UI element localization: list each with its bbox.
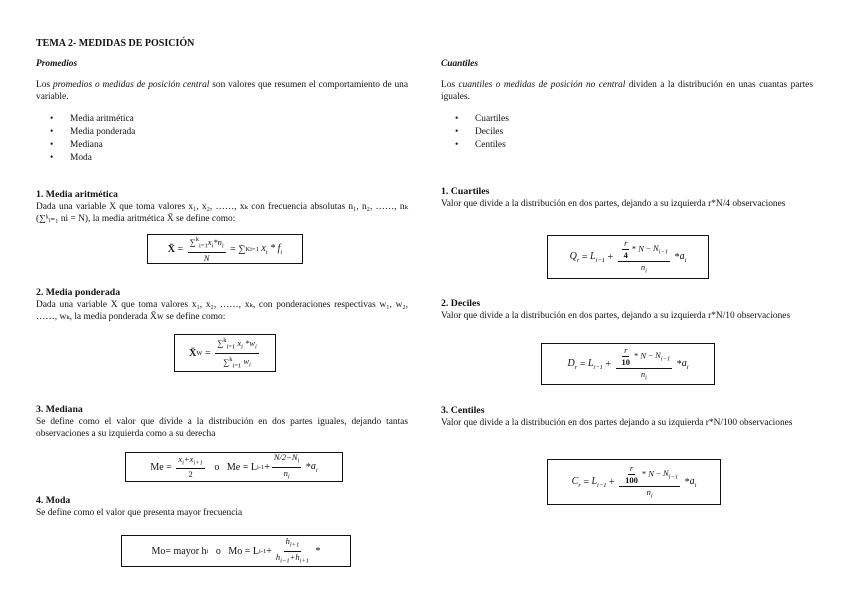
formula-moda: Mo= mayor h i o Mo = L i-1 + $\frac{h_{i+1}}{h_{i-1}+h_{i+1}}$ * bbox=[121, 535, 351, 567]
section-title-cuantiles: Cuantiles bbox=[441, 59, 478, 69]
heading-media-ponderada: 2. Media ponderada bbox=[36, 287, 121, 298]
promedios-list bbox=[36, 113, 135, 165]
list-item: • Cuartiles bbox=[441, 113, 509, 126]
formula-centiles: $C_r$ = $L_{i-1}$ + $\frac{r}{100}$ * $N - N_{i-1}$ $n_i$ * $a_i$ bbox=[547, 459, 721, 505]
formula-media-ponderada: X̄ W = $\frac{\sum^k_{i=1} x_i *w_i}{\sum^k_{i=1} w_i}$ bbox=[174, 334, 276, 372]
cuantiles-list bbox=[441, 113, 509, 152]
promedios-intro: Los promedios o medidas de posición central son valores que resumen el comportamiento de una variable. bbox=[36, 80, 409, 102]
list-item: • Centiles bbox=[441, 139, 509, 152]
formula-media-aritmetica: X̄ = $\frac{\sum^k_{i=1}x_i*n_i}{N}$ = ∑ K i=1 $x_i * f_i$ bbox=[147, 234, 303, 264]
heading-cuartiles: 1. Cuartiles bbox=[441, 186, 490, 197]
list-item: • Media ponderada bbox=[36, 126, 135, 139]
moda-text: Se define como el valor que presenta mayor frecuencia bbox=[36, 508, 243, 518]
heading-media-aritmetica: 1. Media aritmética bbox=[36, 189, 118, 200]
deciles-text: Valor que divide a la distribución en dos partes, dejando a su izquierda r*N/10 observaciones bbox=[441, 311, 791, 321]
list-item: • Deciles bbox=[441, 126, 509, 139]
list-item: • Media aritmética bbox=[36, 113, 135, 126]
heading-centiles: 3. Centiles bbox=[441, 405, 485, 416]
heading-deciles: 2. Deciles bbox=[441, 298, 481, 309]
centiles-text: Valor que divide a la distribución en dos partes dejando a su izquierda r*N/100 observaciones bbox=[441, 418, 793, 428]
media-aritmetica-text: Dada una variable X que toma valores x₁, x₂, ……, xₖ con frecuencia absolutas n₁, n₂, ……, nₖ (∑ᵏᵢ₌₁ ni = N), la media aritmética X̄ se define como: bbox=[36, 202, 408, 224]
heading-moda: 4. Moda bbox=[36, 495, 71, 506]
media-ponderada-text: Dada una variable X que toma valores x₁, x₂, ……, xₖ, con ponderaciones respectivas w₁, w₂, ……, wₖ, la media ponderada X̄w se define como: bbox=[36, 300, 408, 322]
list-item: • Mediana bbox=[36, 139, 135, 152]
page-title: TEMA 2- MEDIDAS DE POSICIÓN bbox=[36, 38, 195, 49]
list-item: • Moda bbox=[36, 152, 135, 165]
cuartiles-text: Valor que divide a la distribución en dos partes, dejando a su izquierda r*N/4 observaciones bbox=[441, 199, 786, 209]
formula-cuartiles: $Q_r$ = $L_{i-1}$ + $\frac{r}{4}$ * $N - N_{i-1}$ $n_i$ * $a_i$ bbox=[547, 235, 709, 279]
formula-mediana: Me = $\frac{x_i+x_{i+1}}{2}$ o Me = L i-1 + $\frac{N/2-N_i}{n_i}$ * $a_i$ bbox=[125, 452, 343, 482]
heading-mediana: 3. Mediana bbox=[36, 404, 83, 415]
formula-deciles: $D_r$ = $L_{i-1}$ + $\frac{r}{10}$ * $N - N_{i-1}$ $n_i$ * $a_i$ bbox=[541, 343, 715, 385]
section-title-promedios: Promedios bbox=[36, 59, 78, 69]
cuantiles-intro: Los cuantiles o medidas de posición no central dividen a la distribución en unas cuantas partes iguales. bbox=[441, 80, 813, 102]
mediana-text: Se define como el valor que divide a la distribución en dos partes iguales, dejando tantas observaciones a su izquierda como a su derecha bbox=[36, 417, 408, 439]
